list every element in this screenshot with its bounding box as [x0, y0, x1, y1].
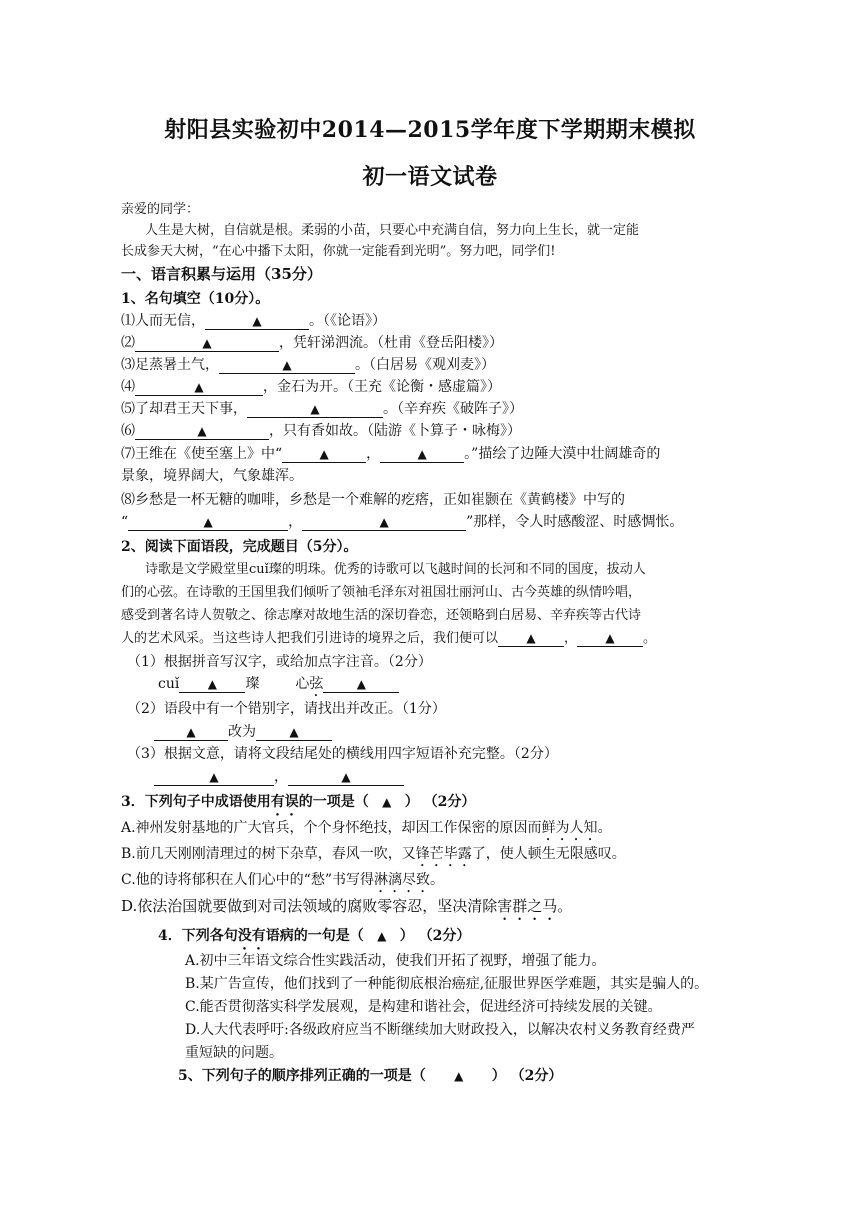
blank-marker: ▲: [379, 515, 389, 529]
q1-2-source: ，凭轩涕泗流。（杜甫《登岳阳楼》）: [279, 335, 503, 351]
q1-7-blank-b[interactable]: [380, 446, 464, 463]
q5-stem-text: 5、下列句子的顺序排列正确的一项是（: [178, 1068, 426, 1084]
q1-line-8: ⑻乡愁是一杯无糖的咖啡，乡愁是一个难解的疙瘩，正如崔颢在《黄鹤楼》中写的: [121, 492, 625, 508]
q1-5-text: ⑸了却君王天下事，: [121, 401, 247, 417]
q4-stem-text: 4．下列各句: [158, 928, 238, 944]
q2-dotted-blank[interactable]: [323, 676, 399, 693]
blank-marker: ▲: [526, 631, 536, 645]
q5-answer-marker[interactable]: ▲: [454, 1069, 464, 1083]
q1-3-source: 。（白居易《观刈麦》）: [355, 357, 495, 373]
q1-1-blank[interactable]: [205, 313, 309, 330]
blank-marker: ▲: [310, 402, 320, 416]
q2-fix-blank[interactable]: [256, 724, 332, 741]
q1-7-text: ⑺王维在《使至塞上》中“: [121, 446, 283, 462]
q2-end-blank-a[interactable]: [498, 630, 564, 647]
q1-line-8b: [121, 512, 683, 532]
q1-6-text: ⑹: [121, 423, 135, 439]
q3-b-end: 了，使人顿生无限感叹。: [471, 846, 626, 862]
q3-option-b: [121, 844, 626, 870]
q3-stem: [121, 792, 475, 819]
q4-option-c: C.能否贯彻落实科学发展观，是构建和谐社会，促进经济可持续发展的关键。: [185, 999, 662, 1015]
blank-marker: ▲: [319, 447, 329, 461]
exam-subtitle: 初一语文试卷: [362, 164, 498, 190]
q1-line-7: [121, 444, 660, 464]
q1-8-comma: ，: [288, 514, 303, 530]
section-heading: 一、语言积累与运用（35分）: [121, 265, 322, 283]
q2-end-blank-b[interactable]: [577, 630, 643, 647]
greeting: 亲爱的同学：: [121, 202, 200, 217]
blank-marker: ▲: [197, 424, 207, 438]
q3-c-end: 。: [429, 872, 444, 888]
q2-para-3: 感受到著名诗人贺敬之、徐志摩对故地生活的深切眷恋，还领略到白居易、辛弃疾等古代诗: [121, 608, 642, 623]
q2-sub-3: （3）根据文意，请将文段结尾处的横线用四字短语补充完整。（2分）: [127, 746, 558, 762]
q4-option-b: B.某广告宣传，他们找到了一种能彻底根治癌症,征服世界医学难题，其实是骗人的。: [185, 976, 709, 992]
q3-option-a: [121, 818, 612, 844]
q1-line-7b: 景象，境界阔大，气象雄浑。: [121, 468, 303, 484]
q1-line-2: [121, 333, 503, 353]
q1-5-source: 。（辛弃疾《破阵子》）: [383, 401, 523, 417]
q2-para-4-text: 人的艺术风采。当这些诗人把我们引进诗的境界之后，我们便可以: [121, 631, 499, 646]
q2-period: 。: [643, 631, 657, 646]
q1-7-blank-a[interactable]: [282, 446, 366, 463]
q1-line-5: [121, 399, 523, 419]
q1-4-source: ，金石为开。（王充《论衡・感虚篇》）: [263, 379, 501, 395]
q3-option-d: [121, 896, 572, 924]
blank-marker: ▲: [417, 447, 427, 461]
q4-option-a: A.初中三年语文综合性实践活动，使我们开拓了视野，增强了能力。: [185, 953, 606, 969]
blank-marker: ▲: [605, 631, 615, 645]
q1-2-blank[interactable]: [135, 335, 279, 352]
q5-stem: [178, 1066, 562, 1086]
q3-b-idiom: 锋芒毕露: [415, 846, 472, 862]
q1-8-blank-a[interactable]: [128, 514, 288, 531]
q3-c-idiom: 淋漓尽致: [373, 872, 430, 888]
q2-comma: ，: [564, 631, 578, 646]
q2-phrase-blank-b[interactable]: [288, 769, 404, 786]
q1-2-text: ⑵: [121, 335, 135, 351]
q1-6-blank[interactable]: [135, 423, 269, 440]
q2-sub-2: （2）语段中有一个错别字，请找出并改正。（1分）: [127, 701, 446, 717]
q1-line-3: [121, 355, 495, 375]
q4-stem-dotted: 没有: [237, 928, 266, 944]
q1-7-comma: ，: [366, 446, 381, 462]
q1-8-quote: “: [121, 514, 129, 530]
q1-line-6: [121, 421, 521, 441]
q3-d-end: 。: [557, 897, 573, 915]
q3-b-text: B.前几天刚刚清理过的树下杂草，春风一吹，又: [121, 846, 416, 862]
q2-heading: 2、阅读下面语段，完成题目（5分）。: [121, 539, 358, 555]
q2-pinyin: cuǐ: [158, 676, 180, 692]
q2-change-to: 改为: [228, 724, 256, 740]
blank-marker: ▲: [203, 515, 213, 529]
blank-marker: ▲: [341, 770, 351, 784]
q1-heading: 1、名句填空（10分）。: [121, 291, 270, 307]
q2-comma-2: ，: [274, 769, 288, 785]
q3-a-text: A.神州发射基地的广大官兵，个个身怀绝技，却因工作保密的原因而: [121, 820, 542, 836]
q1-8-rest: ”那样，令人时感酸涩、时感惆怅。: [466, 514, 684, 530]
q1-3-blank[interactable]: [219, 357, 355, 374]
blank-marker: ▲: [356, 677, 366, 691]
q3-a-idiom: 鲜为人知: [541, 820, 598, 836]
q4-answer-marker[interactable]: ▲: [377, 929, 387, 943]
q3-c-text: C.他的诗将郁积在人们心中的“愁”书写得: [121, 872, 374, 888]
q1-8-blank-b[interactable]: [302, 514, 466, 531]
q3-option-c: [121, 870, 444, 896]
q2-dotted-char: 弦: [309, 676, 324, 692]
q3-score: ） （2分）: [404, 794, 476, 810]
q1-7-rest: 。”描绘了边陲大漠中壮阔雄奇的: [464, 446, 661, 462]
blank-marker: ▲: [202, 336, 212, 350]
q2-typo-blank[interactable]: [154, 724, 228, 741]
q1-4-text: ⑷: [121, 379, 135, 395]
q4-stem-text-2: 语病的一句是（: [265, 928, 364, 944]
q2-sub-2-answers: [154, 722, 332, 742]
blank-marker: ▲: [289, 725, 299, 739]
blank-marker: ▲: [209, 770, 219, 784]
q5-score: ） （2分）: [491, 1068, 563, 1084]
q1-4-blank[interactable]: [135, 379, 263, 396]
blank-marker: ▲: [186, 725, 196, 739]
q3-d-idiom: 害群之马: [497, 897, 558, 915]
q2-para-2: 们的心弦。在诗歌的王国里我们倾听了领袖毛泽东对祖国壮丽河山、古今英雄的纵情吟唱，: [121, 585, 642, 600]
q3-stem-text-2: 的一项是（: [298, 794, 369, 810]
q1-6-source: ，只有香如故。（陆游《卜算子・咏梅》）: [269, 423, 521, 439]
q4-option-d-cont: 重短缺的问题。: [185, 1045, 283, 1061]
blank-marker: ▲: [194, 380, 204, 394]
q3-a-end: 。: [597, 820, 612, 836]
blank-marker: ▲: [207, 677, 217, 691]
q2-sub-1: （1）根据拼音写汉字，或给加点字注音。（2分）: [127, 654, 432, 670]
q2-sub-3-answers: [154, 767, 404, 787]
q1-5-blank[interactable]: [247, 401, 383, 418]
q3-stem-dotted: 有误: [270, 794, 299, 810]
q1-1-source: 。（《论语》）: [309, 313, 386, 329]
q1-3-text: ⑶足蒸暑土气，: [121, 357, 219, 373]
q2-para-4: [121, 629, 656, 649]
q4-score: ） （2分）: [399, 928, 471, 944]
blank-marker: ▲: [282, 358, 292, 372]
q2-sub-1-answers: [158, 674, 399, 700]
q2-para-1: 诗歌是文学殿堂里cuǐ璨的明珠。优秀的诗歌可以飞越时间的长河和不同的国度，拔动人: [145, 562, 646, 577]
q2-word-can: 璨: [245, 676, 260, 692]
blank-marker: ▲: [252, 314, 262, 328]
q3-stem-text: 3．下列句子中成语使用: [121, 794, 271, 810]
intro-line-2: 长成参天大树，“在心中播下太阳，你就一定能看到光明”。努力吧，同学们!: [121, 244, 556, 259]
q2-pinyin-blank[interactable]: [179, 676, 245, 693]
exam-title: 射阳县实验初中2014—2015学年度下学期期末模拟: [164, 117, 696, 143]
q1-1-text: ⑴人而无信，: [121, 313, 205, 329]
q1-line-4: [121, 377, 501, 397]
q4-stem: [158, 926, 470, 953]
q3-answer-marker[interactable]: ▲: [382, 795, 392, 809]
intro-line-1: 人生是大树，自信就是根。柔弱的小苗，只要心中充满自信，努力向上生长，就一定能: [145, 223, 640, 238]
q4-option-d: D.人大代表呼吁:各级政府应当不断继续加大财政投入，以解决农村义务教育经费严: [185, 1022, 695, 1038]
q2-word-xin: 心: [295, 676, 310, 692]
q1-line-1: [121, 311, 386, 331]
q2-phrase-blank-a[interactable]: [154, 769, 274, 786]
q3-d-text: D.依法治国就要做到对司法领域的腐败零容忍，坚决清除: [121, 897, 498, 915]
